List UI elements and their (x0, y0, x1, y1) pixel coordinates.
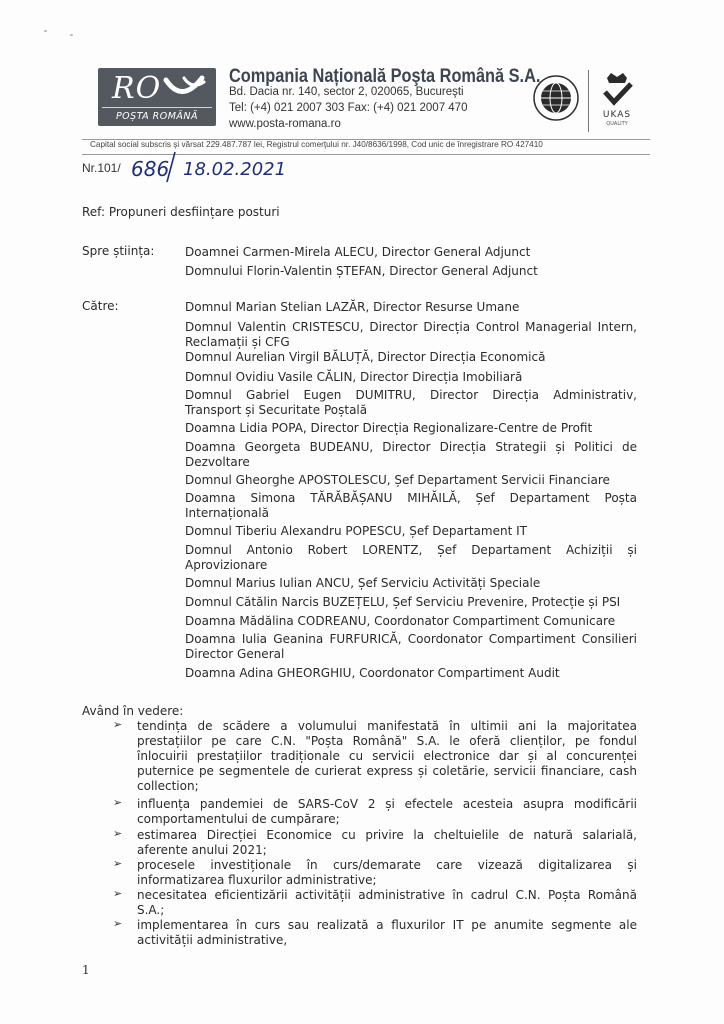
logo-mark: RO (112, 71, 162, 106)
recipient-line: Domnul Antonio Robert LORENTZ, Șef Departament Achiziții și (185, 543, 637, 557)
consideration-line: estimarea Direcției Economice cu privire la cheltuielile de natură salarială, (137, 828, 637, 842)
recipient-line: Doamna Iulia Geanina FURFURICĂ, Coordonator Compartiment Consilieri (185, 632, 637, 646)
consideration-line: activității administrative, (137, 933, 288, 947)
recipient-line: Dezvoltare (185, 455, 250, 469)
recipient-line: Domnul Ovidiu Vasile CĂLIN, Director Direcția Imobiliară (185, 370, 523, 384)
consideration-line: S.A.; (137, 903, 165, 917)
consideration-line: necesitatea eficientizării activității administrative în cadrul C.N. Poșta Română (137, 888, 637, 902)
iso-globe-icon (532, 74, 580, 122)
letterhead-divider (588, 70, 589, 132)
logo-divider (102, 107, 212, 108)
consideration-line: comportamentului de cumpărare; (137, 812, 340, 826)
recipient-line: Domnul Aurelian Virgil BĂLUȚĂ, Director Direcția Economică (185, 350, 546, 364)
arrow-bullet-icon: ➢ (113, 827, 123, 840)
recipient-line: Director General (185, 647, 285, 661)
recipient-line: Domnul Gabriel Eugen DUMITRU, Director Direcția Administrativ, (185, 388, 637, 402)
consideration-line: puternice pe segmentele de curierat express și coletărie, servicii financiare, cash (137, 764, 637, 778)
arrow-bullet-icon: ➢ (113, 887, 123, 900)
address-line: Bd. Dacia nr. 140, sector 2, 020065, Bucureşti (229, 86, 464, 98)
ukas-label: UKAS (602, 110, 632, 120)
consideration-line: aferente anului 2021; (137, 843, 267, 857)
recipient-line: Reclamații și CFG (185, 335, 290, 349)
recipient-line: Transport și Securitate Poștală (185, 403, 368, 417)
crown-check-icon (597, 70, 637, 110)
logo-swoosh-icon (162, 74, 208, 104)
recipient-line: Doamna Mădălina CODREANU, Coordonator Compartiment Comunicare (185, 614, 616, 628)
website-line: www.posta-romana.ro (229, 118, 341, 130)
page-number: 1 (82, 963, 90, 977)
spre-stiinta-item: Domnului Florin-Valentin ȘTEFAN, Director General Adjunct (185, 264, 538, 278)
scan-speck (70, 34, 73, 36)
recipient-line: Domnul Marius Iulian ANCU, Șef Serviciu Activități Speciale (185, 576, 541, 590)
recipient-line: Domnul Marian Stelian LAZĂR, Director Resurse Umane (185, 300, 520, 314)
arrow-bullet-icon: ➢ (113, 796, 123, 809)
recipient-line: Doamna Simona TĂRĂBĂȘANU MIHĂILĂ, Șef Departament Poșta (185, 491, 637, 505)
consideration-line: înlocuirii prestațiilor tradiționale cu servicii electronice dar și al concurenței (137, 749, 637, 763)
scan-speck (44, 30, 47, 32)
recipient-line: Internațională (185, 506, 269, 520)
consideration-line: procesele investiționale în curs/demarate care vizează digitalizarea și (137, 858, 637, 872)
spre-stiinta-label: Spre știința: (82, 244, 155, 258)
recipient-line: Domnul Gheorghe APOSTOLESCU, Șef Departament Servicii Financiare (185, 473, 610, 487)
arrow-bullet-icon: ➢ (113, 718, 123, 731)
recipient-line: Doamna Adina GHEORGHIU, Coordonator Compartiment Audit (185, 666, 560, 680)
consideration-line: implementarea în curs sau realizată a fluxurilor IT pe anumite segmente ale (137, 918, 637, 932)
consideration-line: influența pandemiei de SARS-CoV 2 și efectele acesteia asupra modificării (137, 797, 637, 811)
phone-line: Tel: (+4) 021 2007 303 Fax: (+4) 021 2007 470 (229, 102, 468, 114)
posta-romana-logo (98, 68, 216, 126)
handwritten-number: 686 (131, 157, 170, 181)
catre-label: Către: (82, 299, 119, 313)
consideration-line: informatizarea fluxurilor administrative; (137, 873, 377, 887)
arrow-bullet-icon: ➢ (113, 917, 123, 930)
recipient-line: Domnul Tiberiu Alexandru POPESCU, Șef Departament IT (185, 524, 527, 538)
logo-subtitle: POȘTA ROMÂNĂ (115, 111, 199, 122)
consideration-line: tendința de scădere a volumului manifestată în ultimii ani la majoritatea (137, 719, 637, 733)
recipient-line: Doamna Lidia POPA, Director Direcția Regionalizare-Centre de Profit (185, 421, 593, 435)
arrow-bullet-icon: ➢ (113, 857, 123, 870)
recipient-line: Aprovizionare (185, 558, 268, 572)
recipient-line: Domnul Valentin CRISTESCU, Director Direcția Control Managerial Intern, (185, 320, 637, 334)
capital-line: Capital social subscris şi vărsat 229.487.787 lei, Registrul comerţului nr. J40/8636/1998, Cod unic de înregistrare RO 427410 (90, 140, 543, 149)
avand-label: Având în vedere: (82, 704, 184, 718)
company-name: Compania Națională Poşta Română S.A. (229, 66, 541, 87)
handwritten-date: 18.02.2021 (183, 159, 287, 180)
recipient-line: Doamna Georgeta BUDEANU, Director Direcția Strategii și Politici de (185, 440, 637, 454)
ukas-quality: QUALITY (606, 121, 628, 127)
registration-number-label: Nr.101/ (82, 161, 121, 175)
spre-stiinta-item: Doamnei Carmen-Mirela ALECU, Director General Adjunct (185, 245, 531, 259)
ukas-certification (594, 70, 640, 130)
consideration-line: collection; (137, 779, 199, 793)
recipient-line: Domnul Cătălin Narcis BUZEȚELU, Șef Serviciu Prevenire, Protecție și PSI (185, 595, 621, 609)
consideration-line: prestațiilor pe care C.N. "Poșta Română" S.A. le oferă clienților, pe fondul (137, 734, 637, 748)
reference-line: Ref: Propuneri desființare posturi (82, 205, 280, 219)
handwritten-registration (131, 148, 291, 184)
